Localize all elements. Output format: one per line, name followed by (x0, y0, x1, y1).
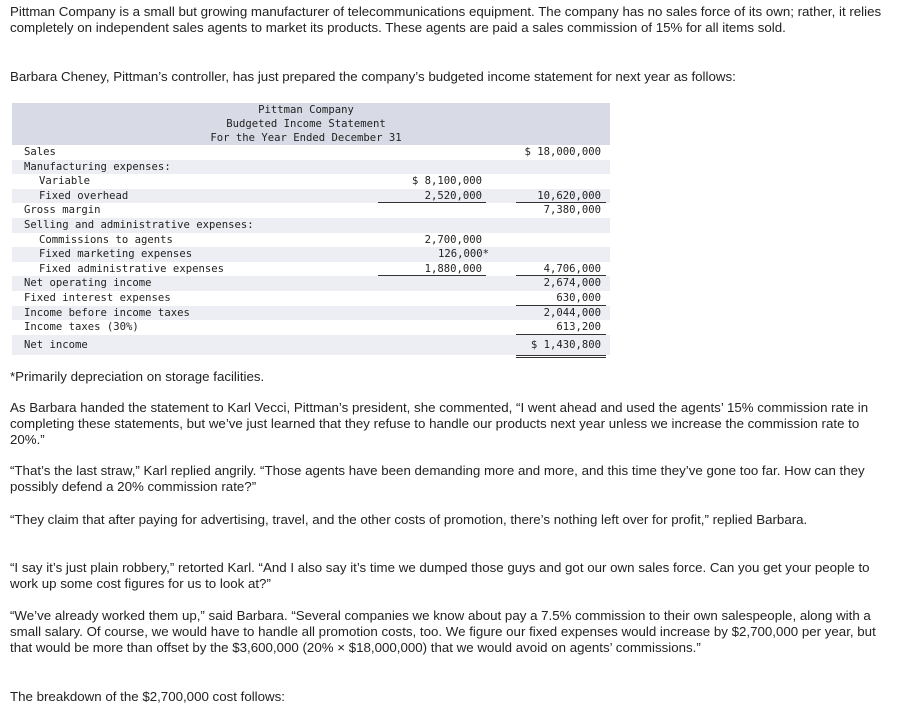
statement-period: For the Year Ended December 31 (210, 132, 402, 144)
row-income-taxes: Income taxes (30%) 613,200 (12, 320, 610, 335)
income-statement-table (12, 103, 610, 355)
row-variable: Variable $ 8,100,000 (39, 175, 482, 188)
row-manufacturing-expenses: Manufacturing expenses: (12, 160, 610, 175)
breakdown-intro: The breakdown of the $2,700,000 cost follows: (10, 689, 285, 704)
dialogue-paragraph-4: “I say it’s just plain robbery,” retorted Karl. “And I also say it’s time we dumped those guys and got our own sales force. Can you get your people to work up some cost figures for us to look at?” (10, 560, 870, 591)
dialogue-paragraph-5: “We’ve already worked them up,” said Barbara. “Several companies we know about pay a 7.5% commission to their own salespeople, along with a small salary. Of course, we would have to handle all promotion costs, too. We figure our fixed expenses would increase by $2,700,000 per year, but that would be more than offset by the $3,600,000 (20% × $18,000,000) that we would avoid on agents’ commissions.” (10, 608, 876, 655)
row-sales: Sales $ 18,000,000 (24, 146, 601, 158)
statement-header (12, 103, 610, 145)
row-selling-admin-expenses: Selling and administrative expenses: (12, 218, 610, 233)
statement-company: Pittman Company (258, 104, 354, 116)
row-fixed-interest: Fixed interest expenses 630,000 (12, 291, 610, 306)
dialogue-paragraph-2: “That’s the last straw,” Karl replied angrily. “Those agents have been demanding more and more, and this time they’ve gone too far. How can they possibly defend a 20% commission rate?” (10, 463, 865, 494)
intro-paragraph: Pittman Company is a small but growing manufacturer of telecommunications equipment. The company has no sales force of its own; rather, it relies completely on independent sales agents to market its products. These agents are paid a sales commission of 15% for all items sold. (10, 4, 882, 35)
footnote: *Primarily depreciation on storage facilities. (10, 369, 265, 384)
row-gross-margin: Gross margin 7,380,000 (24, 204, 601, 217)
row-fixed-marketing: Fixed marketing expenses 126,000* (12, 247, 610, 262)
row-fixed-administrative: Fixed administrative expenses 1,880,000 4,706,000 (12, 262, 610, 277)
row-commissions: Commissions to agents 2,700,000 (39, 233, 482, 246)
row-income-before-taxes: Income before income taxes 2,044,000 (12, 306, 610, 321)
row-fixed-overhead: Fixed overhead 2,520,000 10,620,000 (12, 189, 610, 204)
dialogue-paragraph-1: As Barbara handed the statement to Karl Vecci, Pittman’s president, she commented, “I went ahead and used the agents’ 15% commission rate in completing these statements, but we’ve just learned that they refuse to handle our products next year unless we increase the commission rate to 20%.” (10, 400, 869, 447)
statement-title: Budgeted Income Statement (226, 118, 386, 130)
controller-intro-paragraph: Barbara Cheney, Pittman’s controller, has just prepared the company’s budgeted income statement for next year as follows: (10, 69, 736, 84)
row-net-income: Net income $ 1,430,800 (12, 335, 610, 355)
row-net-operating-income: Net operating income 2,674,000 (12, 276, 610, 291)
dialogue-paragraph-3: “They claim that after paying for advertising, travel, and the other costs of promotion, there’s nothing left over for profit,” replied Barbara. (10, 512, 808, 527)
